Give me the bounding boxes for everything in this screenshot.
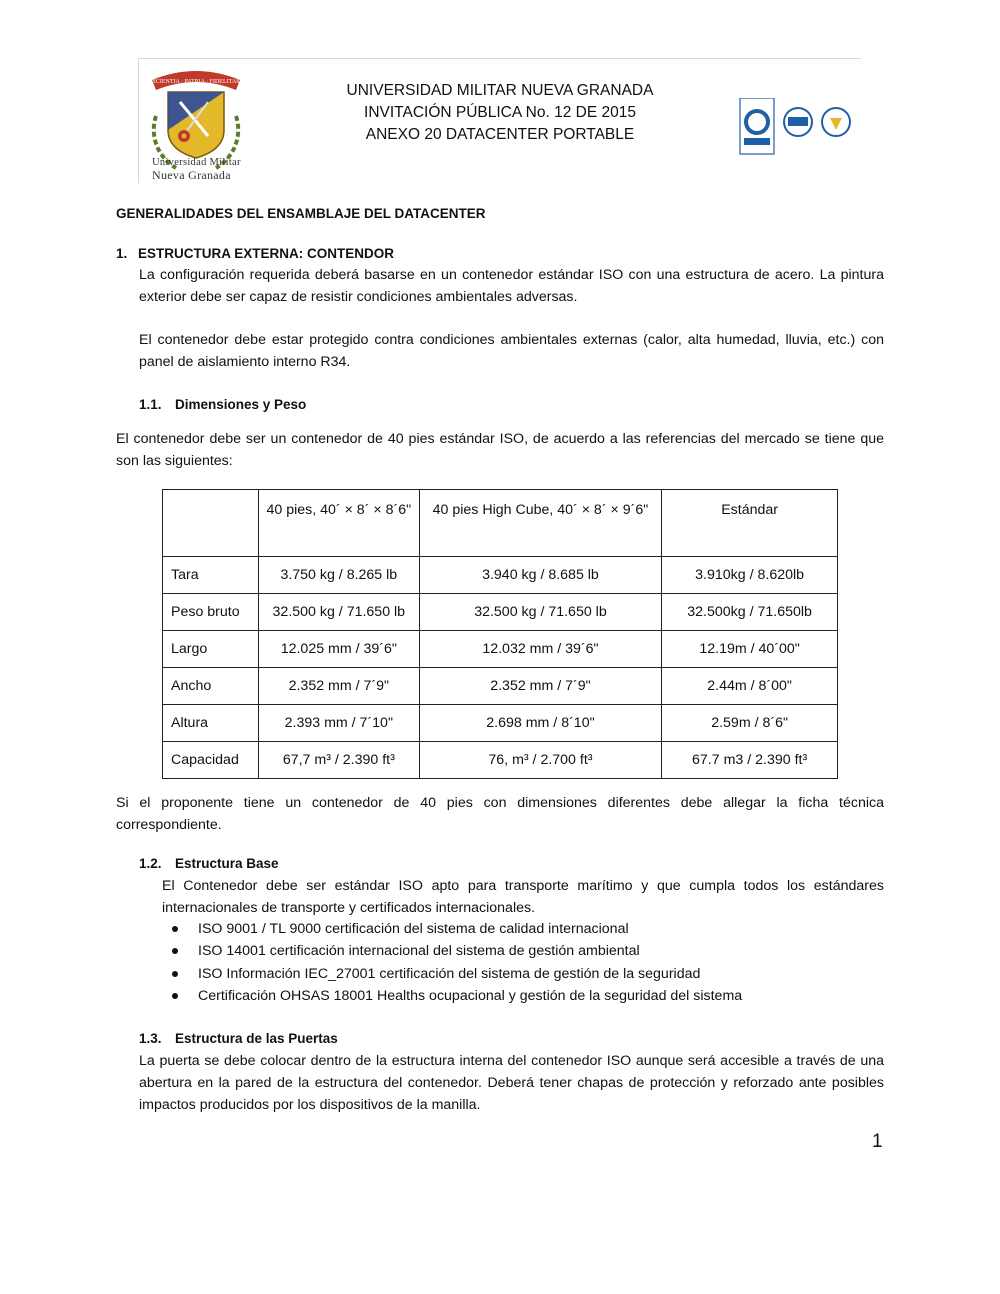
table-row-label: Altura	[163, 705, 259, 742]
table-cell: 32.500 kg / 71.650 lb	[419, 594, 662, 631]
table-row	[163, 594, 838, 631]
section-1-2-title: Estructura Base	[175, 856, 279, 871]
table-cell: 32.500 kg / 71.650 lb	[258, 594, 419, 631]
table-cell: 67,7 m³ / 2.390 ft³	[258, 742, 419, 779]
container-specs-table	[162, 489, 838, 779]
table-cell: 12.19m / 40´00"	[662, 631, 838, 668]
table-cell: 3.910kg / 8.620lb	[662, 557, 838, 594]
certification-logos	[738, 98, 858, 156]
table-header-row	[163, 490, 838, 557]
table-cell: 76, m³ / 2.700 ft³	[419, 742, 662, 779]
logo-caption	[152, 156, 252, 182]
table-row	[163, 557, 838, 594]
table-cell: 12.025 mm / 39´6"	[258, 631, 419, 668]
list-item: ISO 9001 / TL 9000 certificación del sistema de calidad internacional	[162, 918, 742, 940]
table-header-cell: 40 pies High Cube, 40´ × 8´ × 9´6"	[419, 490, 662, 557]
table-cell: 2.698 mm / 8´10"	[419, 705, 662, 742]
section-1-3-heading	[139, 1031, 338, 1046]
section-1-number: 1.	[116, 246, 128, 261]
table-row-label: Peso bruto	[163, 594, 259, 631]
list-item: ISO 14001 certificación internacional del sistema de gestión ambiental	[162, 940, 742, 962]
table-row-label: Capacidad	[163, 742, 259, 779]
section-1-1-paragraph: El contenedor debe ser un contenedor de 40 pies estándar ISO, de acuerdo a las referencias del mercado se tiene que son las siguientes:	[116, 431, 884, 469]
after-table-paragraph: Si el proponente tiene un contenedor de 40 pies con dimensiones diferentes debe allegar la ficha técnica correspondiente.	[116, 795, 884, 833]
section-1-3-number: 1.3.	[139, 1031, 162, 1046]
logo-motto: SCIENTIA · PATRIA · FIDELITAS	[152, 79, 240, 85]
table-cell: 3.750 kg / 8.265 lb	[258, 557, 419, 594]
table-cell: 2.352 mm / 7´9"	[258, 668, 419, 705]
iso-standards-list	[162, 918, 742, 1008]
table-row	[163, 631, 838, 668]
logo-caption-line1: Universidad Militar	[152, 157, 241, 168]
table-row	[163, 742, 838, 779]
section-1-2-paragraph: El Contenedor debe ser estándar ISO apto para transporte marítimo y que cumpla todos los estándares internacionales de transporte y certificados internacionales.	[162, 878, 884, 916]
section-1-paragraph-2: El contenedor debe estar protegido contra condiciones ambientales externas (calor, alta humedad, lluvia, etc.) con panel de aislamiento interno R34.	[139, 332, 884, 370]
list-item: ISO Información IEC_27001 certificación del sistema de gestión de la seguridad	[162, 963, 742, 985]
document-main-title: GENERALIDADES DEL ENSAMBLAJE DEL DATACENTER	[116, 206, 486, 221]
table-cell: 67.7 m3 / 2.390 ft³	[662, 742, 838, 779]
list-item: Certificación OHSAS 18001 Healths ocupacional y gestión de la seguridad del sistema	[162, 985, 742, 1007]
table-cell: 2.59m / 8´6"	[662, 705, 838, 742]
table-row-label: Ancho	[163, 668, 259, 705]
section-1-3-title: Estructura de las Puertas	[175, 1031, 338, 1046]
table-cell: 2.393 mm / 7´10"	[258, 705, 419, 742]
logo-caption-line2: Nueva Granada	[152, 168, 231, 182]
table-header-cell: 40 pies, 40´ × 8´ × 8´6"	[258, 490, 419, 557]
table-row	[163, 668, 838, 705]
section-1-2-number: 1.2.	[139, 856, 162, 871]
header-title-line3: ANEXO 20 DATACENTER PORTABLE	[365, 126, 635, 143]
table-cell: 12.032 mm / 39´6"	[419, 631, 662, 668]
section-1-1-number: 1.1.	[139, 397, 162, 412]
section-1-1-title: Dimensiones y Peso	[175, 397, 307, 412]
section-1-3-paragraph: La puerta se debe colocar dentro de la estructura interna del contenedor ISO aunque será accesible a través de una abertura en la pared de la estructura del contenedor. Deberá tener chapas de protección y reforzado ante posibles impactos producidos por los dispositivos de la manilla.	[139, 1053, 884, 1113]
header-titles	[300, 80, 700, 146]
table-row-label: Tara	[163, 557, 259, 594]
header-title-line2: INVITACIÓN PÚBLICA No. 12 DE 2015	[364, 104, 636, 121]
table-row	[163, 705, 838, 742]
header-title-line1: UNIVERSIDAD MILITAR NUEVA GRANADA	[346, 82, 654, 99]
page-number: 1	[872, 1131, 883, 1152]
table-cell: 2.352 mm / 7´9"	[419, 668, 662, 705]
table-cell: 32.500kg / 71.650lb	[662, 594, 838, 631]
section-1-paragraph-1: La configuración requerida deberá basarse en un contenedor estándar ISO con una estructura de acero. La pintura exterior debe ser capaz de resistir condiciones ambientales adversas.	[139, 267, 884, 305]
table-header-cell: Estándar	[662, 490, 838, 557]
section-1-heading	[116, 246, 394, 261]
section-1-1-heading	[139, 397, 306, 412]
table-cell: 2.44m / 8´00"	[662, 668, 838, 705]
section-1-2-heading	[139, 856, 279, 871]
table-cell: 3.940 kg / 8.685 lb	[419, 557, 662, 594]
table-row-label: Largo	[163, 631, 259, 668]
table-header-cell	[163, 490, 259, 557]
section-1-title: ESTRUCTURA EXTERNA: CONTENDOR	[138, 246, 394, 261]
